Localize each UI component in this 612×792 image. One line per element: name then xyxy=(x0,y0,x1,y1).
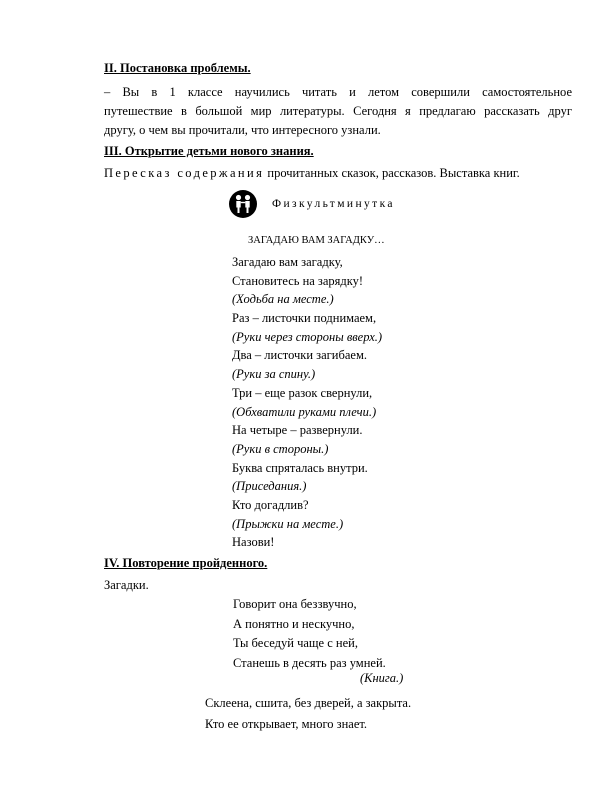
verse-stage-direction: (Руки через стороны вверх.) xyxy=(232,329,383,344)
riddle-line: Станешь в десять раз умней. xyxy=(233,655,386,670)
verse-line: Буква спряталась внутри. xyxy=(232,460,368,475)
two-children-icon xyxy=(228,189,258,219)
section-2-paragraph-line-3: другу, о чем вы прочитали, что интересного узнали. xyxy=(104,123,381,137)
section-4-heading: IV. Повторение пройденного. xyxy=(104,556,268,570)
verse-stage-direction: (Ходьба на месте.) xyxy=(232,292,334,307)
riddle-1-answer: (Книга.) xyxy=(360,671,404,685)
retell-line xyxy=(104,166,520,181)
section-2-paragraph-line-1: – Вы в 1 классе научились читать и летом совершили самостоятельное xyxy=(104,85,572,99)
riddle-line: Ты беседуй чаще с ней, xyxy=(233,636,358,650)
verse-line: Кто догадлив? xyxy=(232,497,309,512)
verse-line: Загадаю вам загадку, xyxy=(232,255,343,269)
fizminutka-title: Физкультминутка xyxy=(272,198,395,210)
verse-line: Назови! xyxy=(232,535,275,550)
verse-stage-direction: (Руки в стороны.) xyxy=(232,441,329,456)
section-2-paragraph-line-2: путешествие в большой мир литературы. Сегодня я предлагаю рассказать друг xyxy=(104,104,572,118)
verse-stage-direction: (Приседания.) xyxy=(232,479,307,494)
riddles-label: Загадки. xyxy=(104,578,149,592)
riddle-1 xyxy=(233,595,386,673)
retell-spaced-text: Пересказ содержания xyxy=(104,166,265,180)
verse-line: Раз – листочки поднимаем, xyxy=(232,311,377,326)
retell-rest-text: прочитанных сказок, рассказов. Выставка книг. xyxy=(264,166,520,180)
verse-line: Два – листочки загибаем. xyxy=(232,348,367,363)
verse-line: Становитесь на зарядку! xyxy=(232,273,364,288)
fizminutka-verse xyxy=(232,253,382,552)
riddle-line: Говорит она беззвучно, xyxy=(233,597,357,611)
verse-stage-direction: (Прыжки на месте.) xyxy=(232,516,344,531)
section-3-heading: III. Открытие детьми нового знания. xyxy=(104,144,314,158)
riddle-title: ЗАГАДАЮ ВАМ ЗАГАДКУ… xyxy=(248,235,385,246)
verse-line: Три – еще разок свернули, xyxy=(232,385,373,400)
riddle-2-line-1: Склеена, сшита, без дверей, а закрыта. xyxy=(205,696,412,710)
verse-line: На четыре – развернули. xyxy=(232,423,363,438)
verse-stage-direction: (Обхватили руками плечи.) xyxy=(232,404,377,419)
riddle-2-line-2: Кто ее открывает, много знает. xyxy=(205,717,368,731)
verse-stage-direction: (Руки за спину.) xyxy=(232,367,316,382)
riddle-line: А понятно и нескучно, xyxy=(233,616,355,631)
section-2-heading: II. Постановка проблемы. xyxy=(104,61,251,75)
